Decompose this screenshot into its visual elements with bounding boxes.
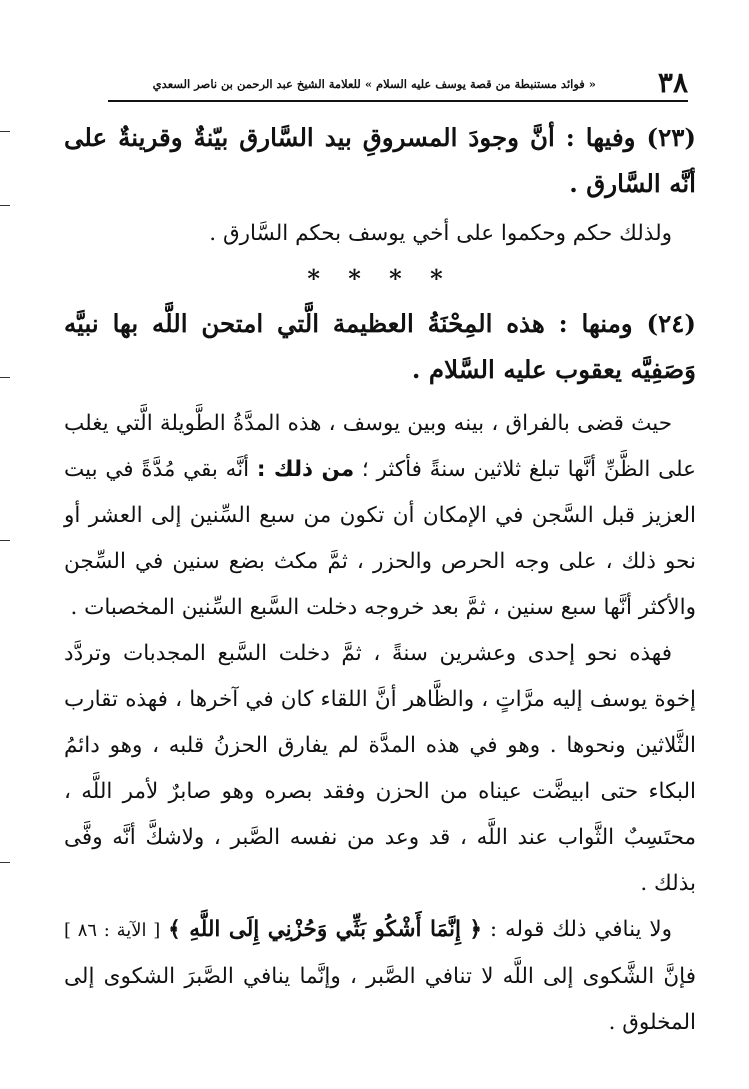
paragraph-3-text-a: ولا ينافي ذلك قوله : bbox=[489, 917, 673, 942]
edge-mark bbox=[0, 540, 10, 541]
header-rule bbox=[108, 100, 688, 102]
verse-reference: [ الآية : ٨٦ ] bbox=[64, 920, 161, 941]
paragraph-3-text-b: فإنَّ الشَّكوى إلى اللَّه لا تنافي الصَّبر ، وإنَّما ينافي الصَّبرَ الشكوى إلى المخلوق . bbox=[64, 964, 696, 1035]
paragraph-1-text-b: أنَّه بقي مُدَّةً في بيت العزيز قبل السَّجن في الإمكان أن تكون من سبع السِّنين إلى العشر أو نحو ذلك ، على وجه الحرص والحزر ، ثمَّ مكث بضع سنين في السِّجن والأكثر أنَّها سبع سنين ، ثمَّ بعد خروجه دخلت السَّبع السِّنين المخصبات . bbox=[64, 457, 696, 620]
header-title: « فوائد مستنبطة من قصة يوسف عليه السلام » للعلامة الشيخ عبد الرحمن بن ناصر السعدي bbox=[152, 77, 596, 91]
paragraph-1 bbox=[64, 401, 696, 631]
quran-quote: ﴿ إِنَّمَا أَشْكُو بَثِّي وَحُزْنِي إِلَى اللَّهِ ﴾ bbox=[168, 917, 483, 942]
paragraph-1-text-a: حيث قضى بالفراق ، بينه وبين يوسف ، هذه المدَّةُ الطَّويلة الَّتي يغلب على الظَّنِّ أنَّها تبلغ ثلاثين سنةً فأكثر ؛ bbox=[64, 411, 696, 482]
paragraph-1-bold: من ذلك : bbox=[256, 457, 355, 482]
edge-mark bbox=[0, 205, 10, 206]
running-header bbox=[108, 66, 688, 106]
page-body bbox=[64, 115, 696, 1046]
edge-mark bbox=[0, 862, 10, 863]
paragraph-2: فهذه نحو إحدى وعشرين سنةً ، ثمَّ دخلت السَّبع المجدبات وتردَّد إخوة يوسف إليه مرَّاتٍ ، والظَّاهر أنَّ اللقاء كان في آخرها ، فهذه تقارب الثَّلاثين ونحوها . وهو في هذه المدَّة لم يفارق الحزنُ قلبه ، وهو دائمُ البكاء حتى ابيضَّت عيناه من الحزن وفقد بصره وهو صابرٌ لأمر اللَّه ، محتَسِبٌ الثَّواب عند اللَّه ، قد وعد من نفسه الصَّبر ، ولاشكَّ أنَّه وفَّى بذلك . bbox=[64, 641, 696, 896]
paragraph-3 bbox=[64, 907, 696, 1046]
page-number: ٣٨ bbox=[657, 66, 688, 99]
edge-mark bbox=[0, 131, 10, 132]
section-separator: * * * * bbox=[307, 264, 453, 293]
item-24-heading: (٢٤) ومنها : هذه المِحْنَةُ العظيمة الَّتي امتحن اللَّه بها نبيَّه وَصَفِيَّه يعقوب عليه السَّلام . bbox=[64, 309, 696, 384]
edge-mark bbox=[0, 377, 10, 378]
item-23-text: ولذلك حكم وحكموا على أخي يوسف بحكم السَّارق . bbox=[209, 221, 672, 246]
item-23-heading: (٢٣) وفيها : أنَّ وجودَ المسروقِ بيد السَّارق بيّنةٌ وقرينةٌ على أنَّه السَّارق . bbox=[64, 123, 696, 198]
